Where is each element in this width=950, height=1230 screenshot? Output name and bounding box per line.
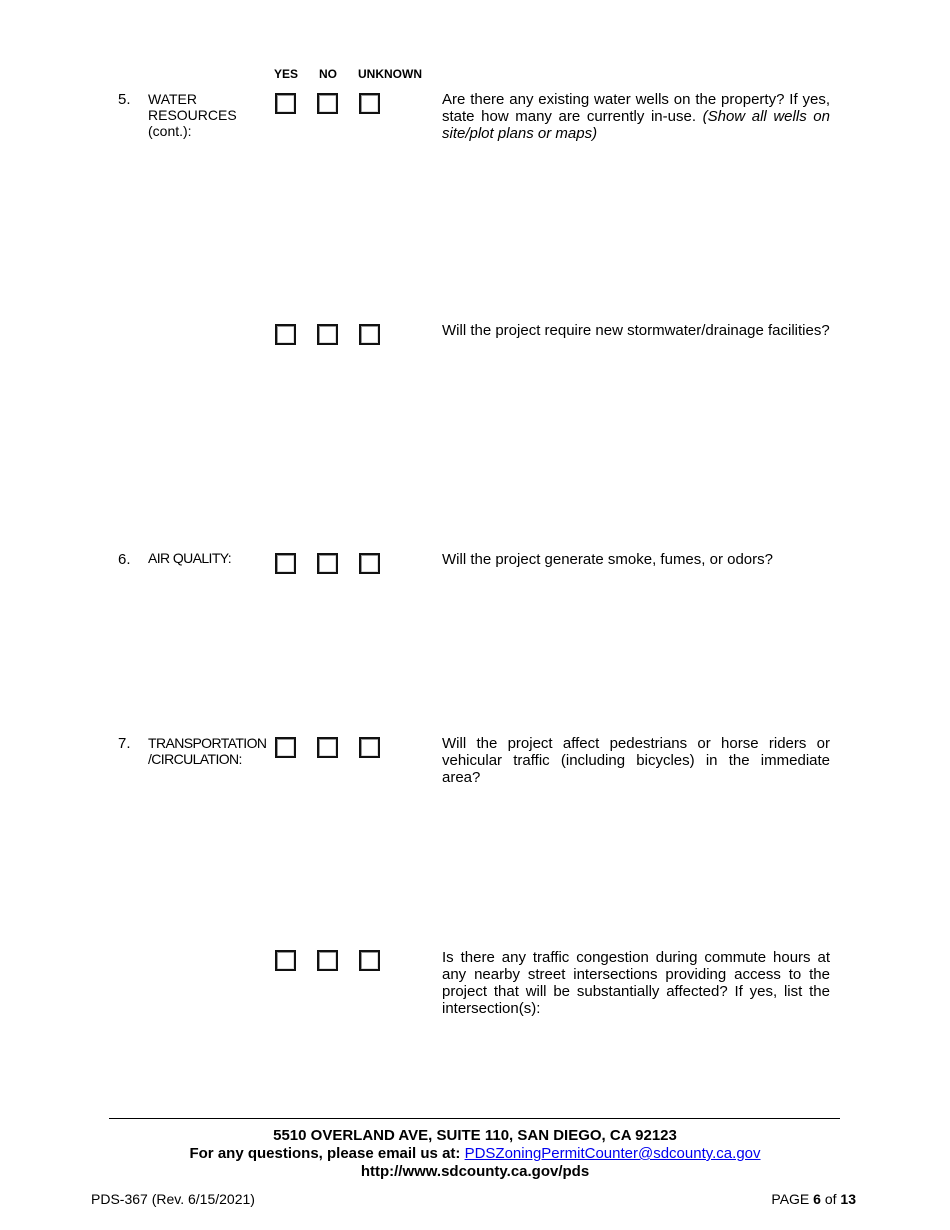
column-header-unknown: UNKNOWN [358, 67, 422, 81]
question-note: (Show all wells on site/plot plans or maps) [442, 108, 830, 142]
checkbox-no[interactable] [317, 324, 338, 345]
category-line: AIR QUALITY: [148, 550, 232, 566]
column-header-yes: YES [274, 67, 299, 81]
question-pedestrians-traffic: Will the project affect pedestrians or horse riders or vehicular traffic (including bicycles) in the immediate area? [442, 735, 830, 786]
question-traffic-congestion: Is there any traffic congestion during commute hours at any nearby street intersections providing access to the project that will be substantially affected? If yes, list the intersection(s): [442, 949, 830, 1017]
form-id: PDS-367 (Rev. 6/15/2021) [91, 1191, 255, 1207]
column-header-no: NO [319, 67, 337, 81]
checkbox-unknown[interactable] [359, 950, 380, 971]
category-line: (cont.): [148, 123, 192, 139]
section-number: 5. [118, 91, 131, 108]
checkbox-unknown[interactable] [359, 93, 380, 114]
question-smoke-fumes: Will the project generate smoke, fumes, or odors? [442, 551, 773, 568]
category-line: /CIRCULATION: [148, 751, 242, 767]
section-category-transportation [148, 735, 266, 767]
checkbox-no[interactable] [317, 737, 338, 758]
question-text: Are there any existing water wells on the property? If yes, state how many are currently in-use. [442, 91, 830, 125]
category-line: RESOURCES [148, 107, 237, 123]
category-line: TRANSPORTATION [148, 735, 267, 751]
checkbox-unknown[interactable] [359, 324, 380, 345]
section-number: 7. [118, 735, 131, 752]
page-of: of [820, 1191, 841, 1207]
checkbox-yes[interactable] [275, 93, 296, 114]
checkbox-yes[interactable] [275, 737, 296, 758]
page-number [771, 1191, 856, 1207]
footer-email-prefix: For any questions, please email us at: [189, 1145, 465, 1162]
checkbox-no[interactable] [317, 950, 338, 971]
section-number: 6. [118, 551, 131, 568]
section-category-water-resources [148, 91, 237, 139]
question-water-wells [442, 91, 830, 142]
checkbox-no[interactable] [317, 93, 338, 114]
checkbox-yes[interactable] [275, 950, 296, 971]
checkbox-no[interactable] [317, 553, 338, 574]
footer-email-link[interactable]: PDSZoningPermitCounter@sdcounty.ca.gov [464, 1145, 761, 1162]
checkbox-yes[interactable] [275, 324, 296, 345]
category-line: WATER [148, 91, 197, 107]
page-current: 6 [813, 1191, 821, 1207]
section-category-air-quality [148, 550, 231, 566]
footer-email-line [0, 1145, 950, 1163]
question-stormwater: Will the project require new stormwater/drainage facilities? [442, 322, 830, 339]
checkbox-yes[interactable] [275, 553, 296, 574]
footer-address: 5510 OVERLAND AVE, SUITE 110, SAN DIEGO, CA 92123 [273, 1127, 677, 1144]
checkbox-unknown[interactable] [359, 737, 380, 758]
footer-website: http://www.sdcounty.ca.gov/pds [360, 1163, 590, 1180]
page-label: PAGE [771, 1191, 814, 1207]
footer-divider [109, 1118, 840, 1119]
page-total: 13 [840, 1191, 856, 1207]
checkbox-unknown[interactable] [359, 553, 380, 574]
